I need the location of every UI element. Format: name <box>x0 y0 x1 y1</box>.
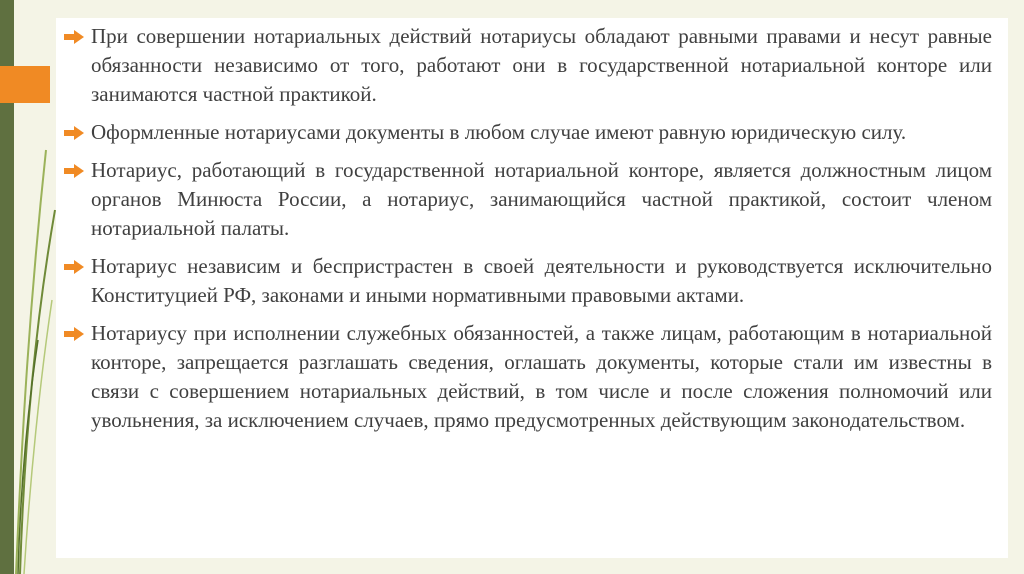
bullet-text: Нотариус, работающий в государственной нотариальной конторе, является должностным лицом органов Минюста России, а нотариус, занимающийся частной практикой, состоит членом нотариальной палаты. <box>91 158 992 240</box>
bullet-text: Нотариусу при исполнении служебных обязанностей, а также лицам, работающим в нотариальной конторе, запрещается разглашать сведения, оглашать документы, которые стали им известны в связи с совершением нотариальных действий, в том числе и после сложения полномочий или увольнения, за исключением случаев, прямо предусмотренных действующим законодательством. <box>91 321 992 432</box>
bullet-text: Оформленные нотариусами документы в любом случае имеют равную юридическую силу. <box>91 120 907 144</box>
bullet-item <box>64 319 992 435</box>
bullet-text: Нотариус независим и беспристрастен в своей деятельности и руководствуется исключительно Конституцией РФ, законами и иными нормативными правовыми актами. <box>91 254 992 307</box>
bullet-list <box>56 18 1008 435</box>
grass-stalks-decoration <box>0 0 60 574</box>
bullet-item <box>64 156 992 243</box>
arrow-right-icon <box>64 327 84 341</box>
arrow-right-icon <box>64 260 84 274</box>
arrow-right-icon <box>64 30 84 44</box>
bullet-text: При совершении нотариальных действий нотариусы обладают равными правами и несут равные обязанности независимо от того, работают они в государственной нотариальной конторе или занимаются частной практикой. <box>91 24 992 106</box>
arrow-right-icon <box>64 126 84 140</box>
bullet-item <box>64 252 992 310</box>
bullet-item <box>64 22 992 109</box>
bullet-item <box>64 118 992 147</box>
arrow-right-icon <box>64 164 84 178</box>
slide-content <box>56 18 1008 558</box>
